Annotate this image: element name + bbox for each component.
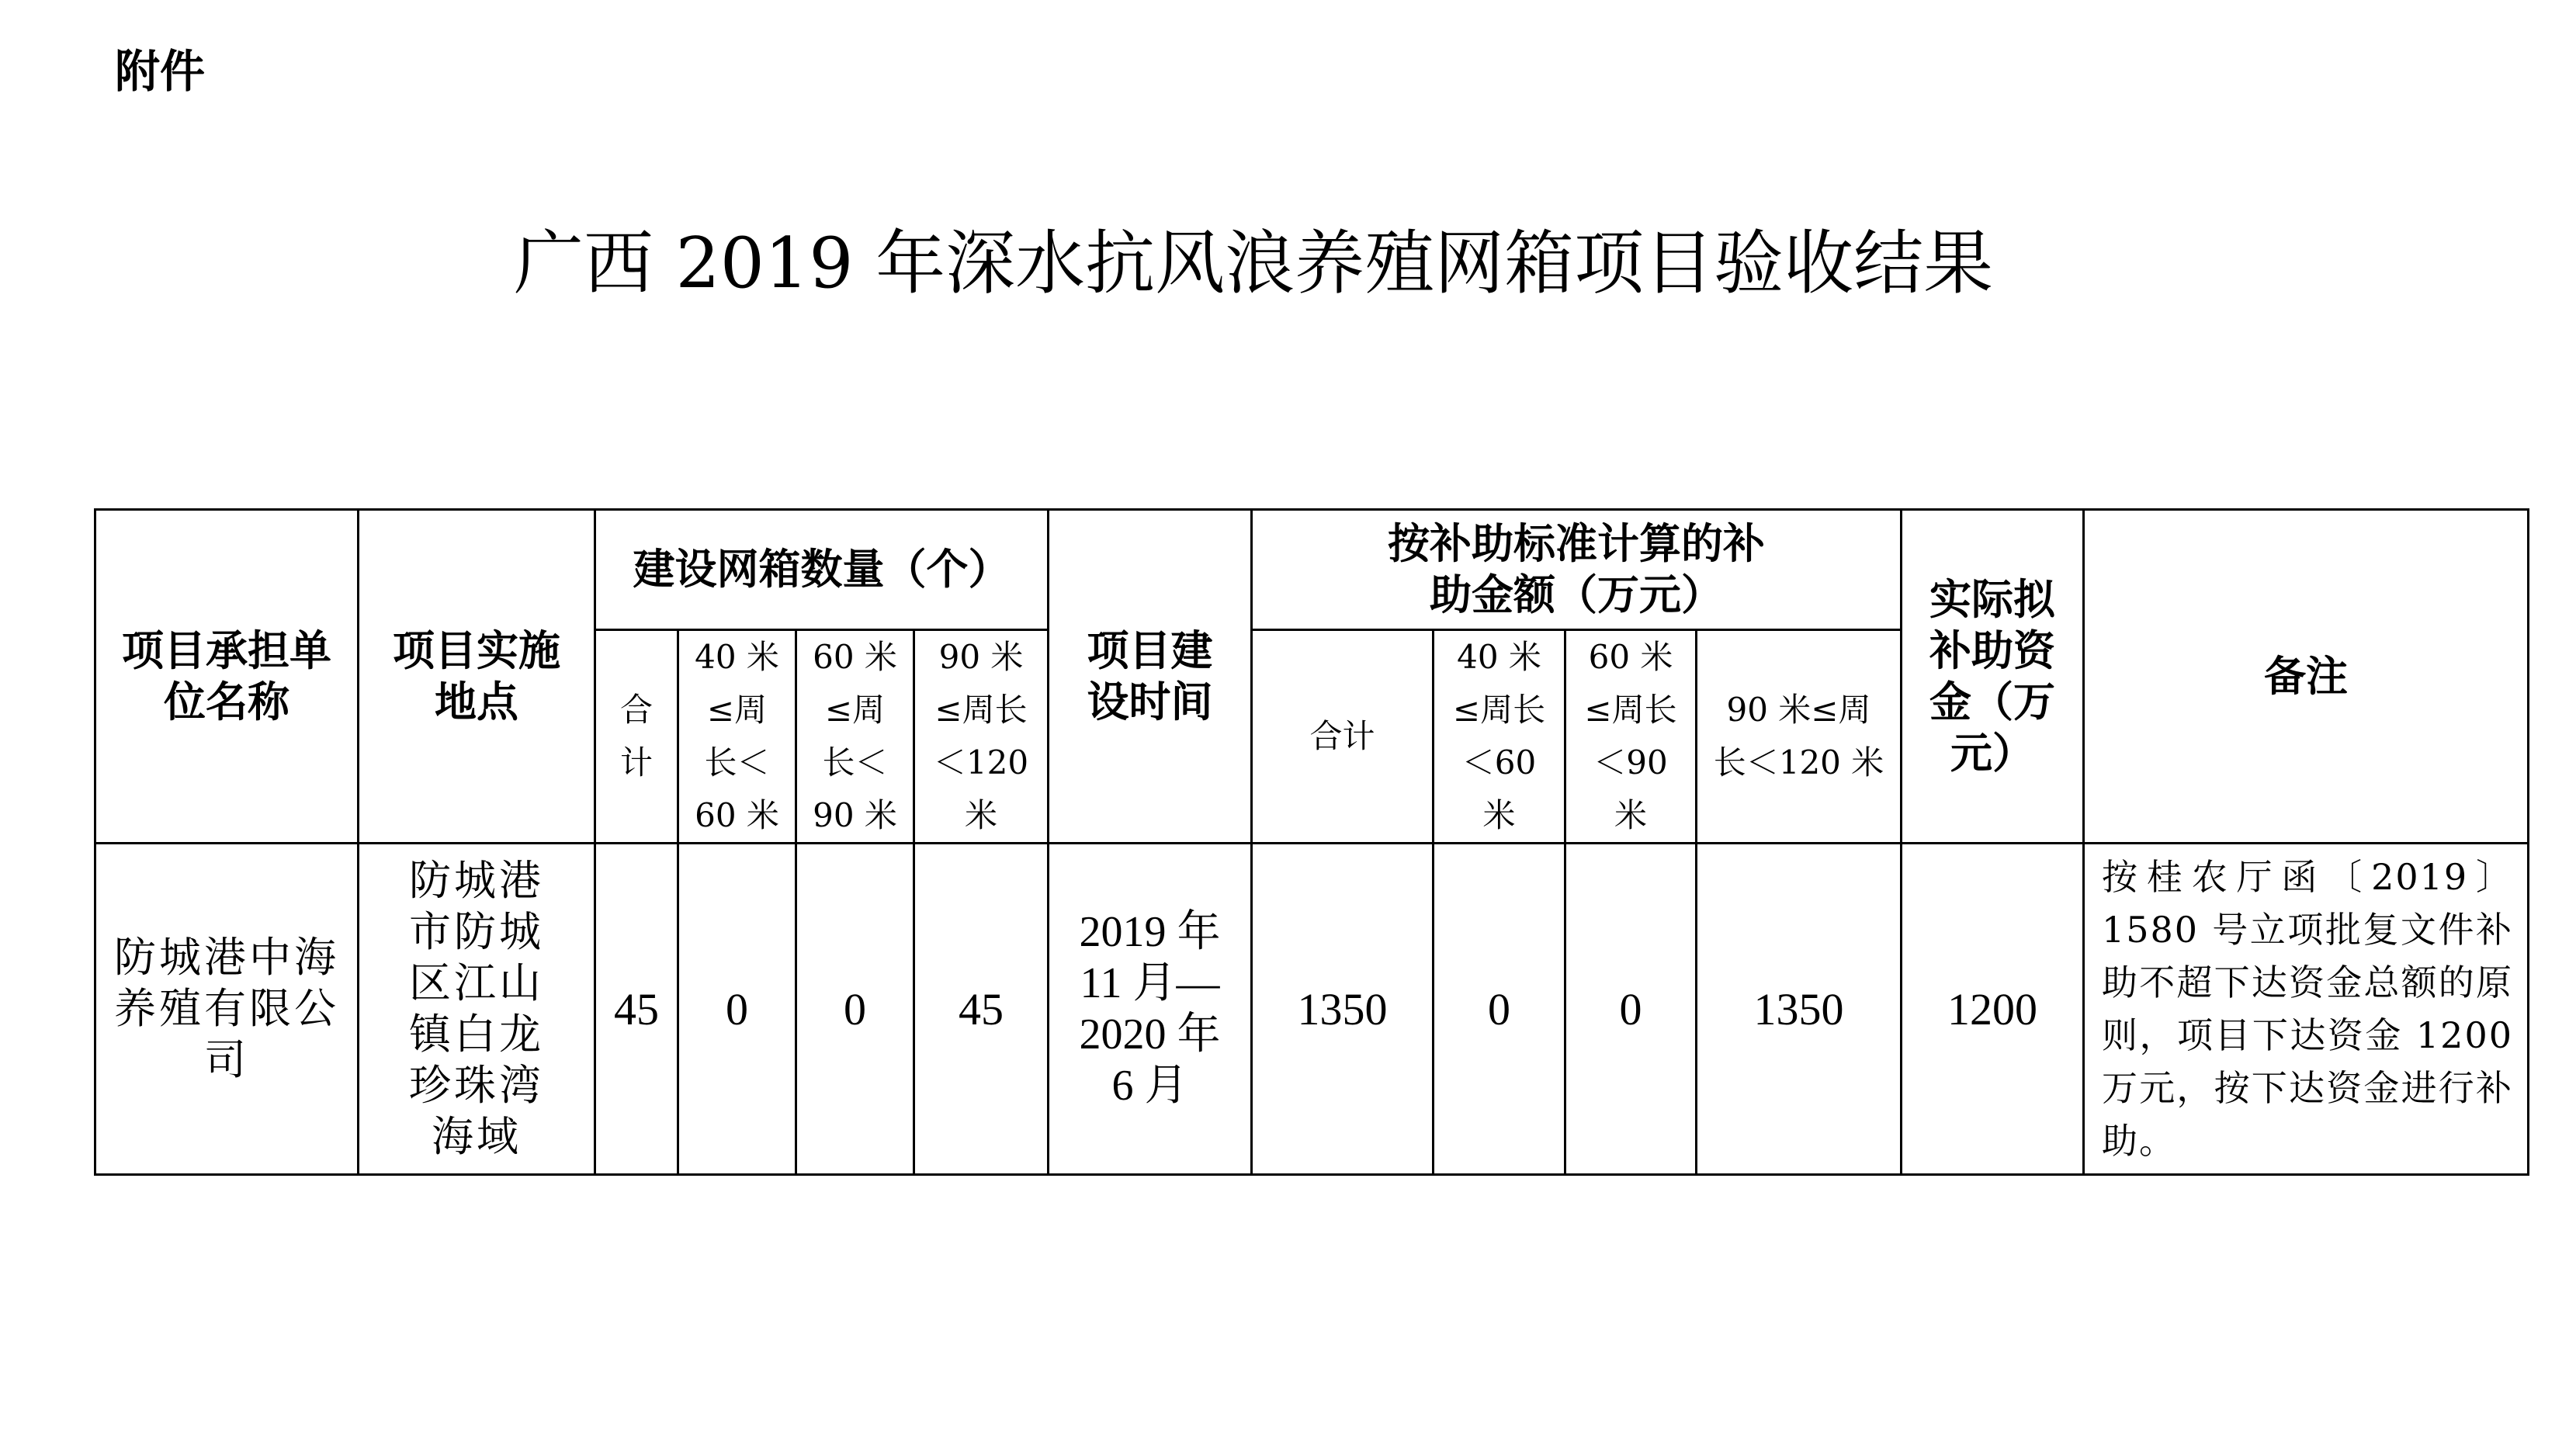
- table-row: [95, 844, 2529, 1175]
- cell-cage-total: 45: [595, 844, 678, 1175]
- header-build-time-text: 项目建设时间: [1087, 626, 1213, 726]
- header-cage-60-90: [796, 630, 914, 844]
- header-subsidy-60-90-text: 60 米≤周长＜90 米: [1584, 638, 1677, 834]
- cell-build-time: [1049, 844, 1252, 1175]
- header-build-time: [1049, 510, 1252, 844]
- cell-remarks: 按桂农厅函〔2019〕1580 号立项批复文件补助不超下达资金总额的原则，项目下达资金 1200 万元，按下达资金进行补助。: [2084, 844, 2529, 1175]
- cell-cage-40-60: 0: [678, 844, 796, 1175]
- header-cage-60-90-text: 60 米≤周长＜90 米: [813, 638, 897, 834]
- cell-actual-subsidy: 1200: [1902, 844, 2084, 1175]
- header-unit: [95, 510, 359, 844]
- header-cage-count-group: 建设网箱数量（个）: [595, 510, 1049, 630]
- cell-location: [359, 844, 595, 1175]
- cell-location-text: 防城港市防城区江山镇白龙珍珠湾海域: [409, 856, 544, 1161]
- header-cage-40-60-text: 40 米≤周长＜60 米: [695, 638, 779, 834]
- cell-build-time-text: 2019 年 11 月—2020 年 6 月: [1079, 908, 1221, 1110]
- header-cage-90-120: [914, 630, 1049, 844]
- cell-subsidy-60-90: 0: [1565, 844, 1697, 1175]
- attachment-label: 附件: [115, 45, 206, 98]
- header-cage-90-120-text: 90 米≤周长＜120 米: [933, 638, 1029, 834]
- acceptance-results-table: [94, 508, 2529, 1176]
- header-location-text: 项目实施地点: [393, 626, 560, 726]
- header-subsidy-total: 合计: [1252, 630, 1434, 844]
- header-remarks: 备注: [2084, 510, 2529, 844]
- header-cage-40-60: [678, 630, 796, 844]
- cell-unit: [95, 844, 359, 1175]
- cell-subsidy-90-120: 1350: [1697, 844, 1902, 1175]
- header-subsidy-90-120-text: 90 米≤周长＜120 米: [1713, 691, 1884, 781]
- cell-subsidy-total: 1350: [1252, 844, 1434, 1175]
- header-cage-total: [595, 630, 678, 844]
- cell-subsidy-40-60: 0: [1434, 844, 1565, 1175]
- cell-unit-text: 防城港中海养殖有限公司: [114, 933, 339, 1084]
- header-subsidy-group-text: 按补助标准计算的补助金额（万元）: [1388, 519, 1765, 619]
- cell-cage-60-90: 0: [796, 844, 914, 1175]
- header-subsidy-90-120: [1697, 630, 1902, 844]
- header-actual-subsidy-text: 实际拟补助资金（万元）: [1929, 574, 2055, 778]
- page-title: 广西 2019 年深水抗风浪养殖网箱项目验收结果: [513, 223, 1994, 304]
- header-subsidy-40-60-text: 40 米≤周长＜60 米: [1452, 638, 1546, 834]
- header-cage-total-text: 合计: [619, 691, 653, 781]
- cell-cage-90-120: 45: [914, 844, 1049, 1175]
- header-actual-subsidy: [1902, 510, 2084, 844]
- header-location: [359, 510, 595, 844]
- header-subsidy-40-60: [1434, 630, 1565, 844]
- header-unit-text: 项目承担单位名称: [122, 626, 331, 726]
- header-subsidy-group: [1252, 510, 1902, 630]
- header-subsidy-60-90: [1565, 630, 1697, 844]
